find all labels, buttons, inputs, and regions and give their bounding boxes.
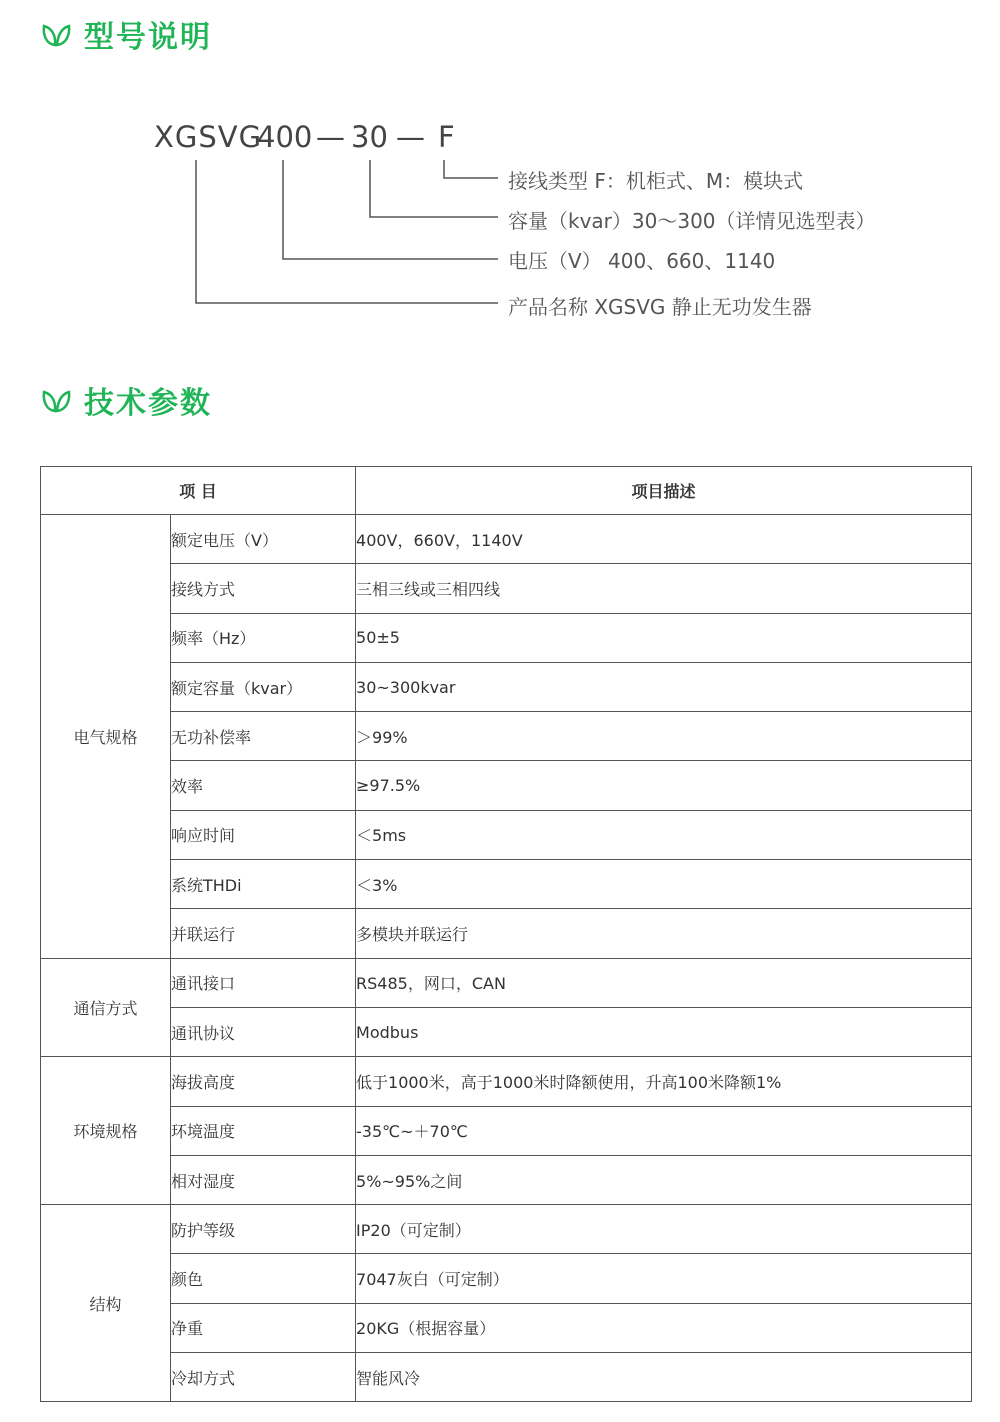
item-cell: 系统THDi bbox=[171, 860, 356, 909]
item-cell: 冷却方式 bbox=[171, 1353, 356, 1402]
header-description: 项目描述 bbox=[356, 467, 972, 515]
table-row bbox=[41, 1303, 972, 1352]
item-cell: 相对湿度 bbox=[171, 1155, 356, 1204]
group-environment: 环境规格 bbox=[41, 1057, 171, 1205]
item-cell: 额定容量（kvar） bbox=[171, 662, 356, 711]
section-title: 型号说明 bbox=[84, 20, 212, 55]
item-cell: 海拔高度 bbox=[171, 1057, 356, 1106]
table-row bbox=[41, 1353, 972, 1402]
desc-capacity: 容量（kvar）30～300（详情见选型表） bbox=[508, 209, 876, 233]
table-row bbox=[41, 860, 972, 909]
value-cell: ≥97.5% bbox=[356, 761, 972, 810]
table-row bbox=[41, 1057, 972, 1106]
connector-lines bbox=[0, 0, 1000, 340]
value-cell: 5%~95%之间 bbox=[356, 1155, 972, 1204]
desc-connection-type: 接线类型 F：机柜式、M：模块式 bbox=[508, 169, 804, 193]
value-cell: 30~300kvar bbox=[356, 662, 972, 711]
table-row bbox=[41, 958, 972, 1007]
model-voltage-code: 400 bbox=[257, 120, 313, 154]
item-cell: 通讯接口 bbox=[171, 958, 356, 1007]
model-capacity-code: 30 bbox=[351, 120, 388, 154]
model-type-code: F bbox=[438, 120, 455, 154]
value-cell: 50±5 bbox=[356, 613, 972, 662]
desc-voltage: 电压（V） 400、660、1140 bbox=[508, 249, 776, 273]
item-cell: 防护等级 bbox=[171, 1205, 356, 1254]
value-cell: Modbus bbox=[356, 1007, 972, 1056]
value-cell: 20KG（根据容量） bbox=[356, 1303, 972, 1352]
table-row bbox=[41, 1205, 972, 1254]
item-cell: 频率（Hz） bbox=[171, 613, 356, 662]
value-cell: ＜5ms bbox=[356, 810, 972, 859]
value-cell: 智能风冷 bbox=[356, 1353, 972, 1402]
item-cell: 净重 bbox=[171, 1303, 356, 1352]
table-row bbox=[41, 810, 972, 859]
table-row bbox=[41, 515, 972, 564]
section-title: 技术参数 bbox=[84, 386, 212, 421]
item-cell: 环境温度 bbox=[171, 1106, 356, 1155]
value-cell: 低于1000米，高于1000米时降额使用，升高100米降额1% bbox=[356, 1057, 972, 1106]
model-dash: — bbox=[316, 120, 345, 154]
group-communication: 通信方式 bbox=[41, 958, 171, 1057]
group-structure: 结构 bbox=[41, 1205, 171, 1402]
header-item: 项 目 bbox=[41, 467, 356, 515]
value-cell: 多模块并联运行 bbox=[356, 909, 972, 958]
item-cell: 额定电压（V） bbox=[171, 515, 356, 564]
table-row bbox=[41, 564, 972, 613]
item-cell: 接线方式 bbox=[171, 564, 356, 613]
value-cell: 7047灰白（可定制） bbox=[356, 1254, 972, 1303]
value-cell: 三相三线或三相四线 bbox=[356, 564, 972, 613]
table-row bbox=[41, 1254, 972, 1303]
value-cell: ＞99% bbox=[356, 712, 972, 761]
value-cell: -35℃~＋70℃ bbox=[356, 1106, 972, 1155]
item-cell: 无功补偿率 bbox=[171, 712, 356, 761]
table-row bbox=[41, 909, 972, 958]
item-cell: 效率 bbox=[171, 761, 356, 810]
table-row bbox=[41, 712, 972, 761]
leaf-icon bbox=[40, 386, 72, 414]
table-row bbox=[41, 1106, 972, 1155]
model-dash: — bbox=[396, 120, 425, 154]
table-row bbox=[41, 1007, 972, 1056]
table-row bbox=[41, 662, 972, 711]
desc-product-name: 产品名称 XGSVG 静止无功发生器 bbox=[508, 295, 812, 319]
table-row bbox=[41, 1155, 972, 1204]
item-cell: 通讯协议 bbox=[171, 1007, 356, 1056]
table-header-row bbox=[41, 467, 972, 515]
table-row bbox=[41, 761, 972, 810]
group-electrical: 电气规格 bbox=[41, 515, 171, 959]
value-cell: 400V，660V，1140V bbox=[356, 515, 972, 564]
item-cell: 响应时间 bbox=[171, 810, 356, 859]
value-cell: ＜3% bbox=[356, 860, 972, 909]
section-heading-specs bbox=[40, 378, 212, 422]
model-prefix: XGSVG bbox=[154, 120, 263, 154]
value-cell: RS485，网口，CAN bbox=[356, 958, 972, 1007]
item-cell: 并联运行 bbox=[171, 909, 356, 958]
table-row bbox=[41, 613, 972, 662]
item-cell: 颜色 bbox=[171, 1254, 356, 1303]
value-cell: IP20（可定制） bbox=[356, 1205, 972, 1254]
spec-table bbox=[40, 466, 972, 1402]
